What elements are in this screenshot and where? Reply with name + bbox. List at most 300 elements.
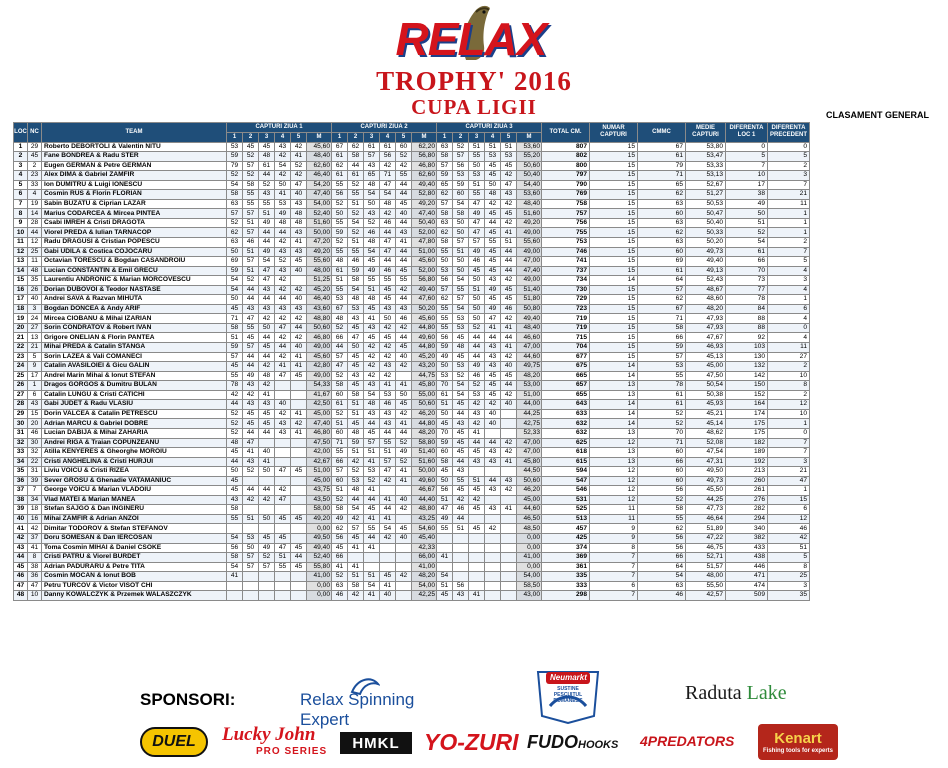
capture-cell: 59	[348, 266, 364, 276]
team-name-cell: Eugen GERMAN & Petre GERMAN	[42, 161, 227, 171]
capture-cell: 45	[227, 362, 243, 372]
capture-cell: 49	[259, 543, 275, 553]
stat-cell: 4	[768, 333, 810, 343]
rank-cell: 35	[14, 467, 28, 477]
capture-cell	[291, 495, 307, 505]
stat-cell: 3	[768, 457, 810, 467]
average-cell: 53,00	[517, 381, 542, 391]
rank-cell: 13	[14, 257, 28, 267]
capture-cell	[259, 438, 275, 448]
nc-cell: 19	[28, 199, 42, 209]
capture-cell: 45	[469, 486, 485, 496]
capture-cell: 45	[259, 409, 275, 419]
capture-cell: 51	[348, 238, 364, 248]
capture-cell: 66	[332, 333, 348, 343]
capture-cell	[396, 543, 412, 553]
stat-cell: 14	[590, 419, 638, 429]
stat-cell: 55,50	[686, 581, 726, 591]
capture-cell: 45	[348, 323, 364, 333]
capture-cell: 56	[437, 486, 453, 496]
team-name-cell: Sabin BUZATU & Ciprian LAZAR	[42, 199, 227, 209]
stat-cell: 66	[638, 457, 686, 467]
stat-cell: 174	[726, 409, 768, 419]
stat-cell: 2	[768, 161, 810, 171]
capture-cell: 40	[259, 448, 275, 458]
capture-cell: 43	[243, 400, 259, 410]
stat-cell: 298	[542, 591, 590, 601]
capture-cell: 42	[501, 199, 517, 209]
stat-cell: 1	[768, 486, 810, 496]
capture-cell: 51	[453, 247, 469, 257]
average-cell: 62,60	[412, 171, 437, 181]
average-cell: 44,75	[412, 371, 437, 381]
capture-cell: 45	[485, 228, 501, 238]
stat-cell: 213	[726, 467, 768, 477]
average-cell: 42,75	[517, 419, 542, 429]
capture-cell: 55	[437, 323, 453, 333]
average-cell: 49,75	[517, 362, 542, 372]
capture-cell: 41	[291, 152, 307, 162]
average-cell: 46,40	[307, 295, 332, 305]
capture-cell: 53	[469, 171, 485, 181]
capture-cell: 42	[396, 285, 412, 295]
capture-cell: 63	[332, 581, 348, 591]
capture-cell	[380, 543, 396, 553]
capture-cell: 41	[380, 495, 396, 505]
capture-cell: 43	[485, 362, 501, 372]
stat-cell: 5	[768, 152, 810, 162]
capture-cell: 57	[259, 562, 275, 572]
header-day3-col-4: 4	[485, 132, 501, 142]
team-name-cell: Danny KOWALCZYK & Przemek WALASZCZYK	[42, 591, 227, 601]
rank-cell: 12	[14, 247, 28, 257]
nc-cell: 42	[28, 524, 42, 534]
nc-cell: 29	[28, 142, 42, 152]
capture-cell: 70	[437, 428, 453, 438]
average-cell: 58,80	[412, 438, 437, 448]
average-cell: 49,60	[412, 333, 437, 343]
table-row	[14, 295, 810, 305]
stat-cell: 49,73	[686, 476, 726, 486]
average-cell: 50,80	[517, 304, 542, 314]
average-cell: 46,80	[412, 161, 437, 171]
capture-cell: 44	[469, 438, 485, 448]
stat-cell: 374	[542, 543, 590, 553]
team-name-cell: Mircea CIOBANU & Mihai IZARIAN	[42, 314, 227, 324]
capture-cell: 48	[291, 209, 307, 219]
capture-cell: 43	[364, 323, 380, 333]
capture-cell: 58	[437, 238, 453, 248]
capture-cell: 50	[453, 257, 469, 267]
rank-cell: 14	[14, 266, 28, 276]
average-cell: 54,00	[517, 572, 542, 582]
average-cell: 44,80	[412, 419, 437, 429]
rank-cell: 46	[14, 572, 28, 582]
stat-cell: 14	[590, 362, 638, 372]
average-cell: 51,60	[517, 209, 542, 219]
capture-cell: 42	[275, 409, 291, 419]
capture-cell: 45	[396, 343, 412, 353]
table-row	[14, 409, 810, 419]
capture-cell: 59	[348, 438, 364, 448]
average-cell: 55,20	[517, 152, 542, 162]
stat-cell: 2	[768, 362, 810, 372]
capture-cell: 47	[437, 505, 453, 515]
capture-cell: 44	[396, 190, 412, 200]
stat-cell: 15	[590, 190, 638, 200]
stat-cell: 618	[542, 448, 590, 458]
capture-cell: 56	[453, 161, 469, 171]
stat-cell: 15	[590, 238, 638, 248]
average-cell: 52,80	[412, 190, 437, 200]
nc-cell: 12	[28, 238, 42, 248]
capture-cell: 63	[437, 142, 453, 152]
capture-cell: 41	[275, 362, 291, 372]
stat-cell: 294	[726, 514, 768, 524]
capture-cell: 54	[348, 505, 364, 515]
rank-cell: 26	[14, 381, 28, 391]
stat-cell: 11	[768, 199, 810, 209]
capture-cell: 45	[332, 543, 348, 553]
team-name-cell: Mihai PREDA & Catalin STANGA	[42, 343, 227, 353]
stat-cell: 47	[768, 476, 810, 486]
stat-cell: 49	[726, 199, 768, 209]
capture-cell: 41	[396, 419, 412, 429]
header-day3: CAPTURI ZIUA 3	[437, 123, 542, 133]
nc-cell: 39	[28, 476, 42, 486]
average-cell: 49,20	[517, 218, 542, 228]
sponsor-fudo-logo	[527, 732, 631, 756]
capture-cell	[501, 467, 517, 477]
capture-cell: 57	[243, 343, 259, 353]
capture-cell	[485, 581, 501, 591]
capture-cell: 44	[243, 362, 259, 372]
capture-cell: 45	[453, 400, 469, 410]
capture-cell	[275, 438, 291, 448]
sponsor-luckyjohn-text: Lucky John	[222, 724, 316, 745]
capture-cell: 61	[332, 400, 348, 410]
capture-cell: 43	[259, 190, 275, 200]
nc-cell: 16	[28, 514, 42, 524]
stat-cell: 56	[638, 486, 686, 496]
capture-cell	[469, 572, 485, 582]
capture-cell	[380, 562, 396, 572]
rank-cell: 28	[14, 400, 28, 410]
capture-cell: 52	[259, 553, 275, 563]
capture-cell: 55	[396, 276, 412, 286]
stat-cell: 6	[768, 505, 810, 515]
average-cell: 48,40	[517, 199, 542, 209]
stat-cell: 49,13	[686, 266, 726, 276]
sponsor-neumarkt-name: Neumarkt	[550, 673, 587, 682]
stat-cell: 52	[726, 228, 768, 238]
capture-cell: 42	[259, 362, 275, 372]
table-row	[14, 562, 810, 572]
rank-cell: 15	[14, 276, 28, 286]
capture-cell: 44	[364, 495, 380, 505]
capture-cell: 50	[396, 390, 412, 400]
capture-cell: 44	[291, 323, 307, 333]
table-row	[14, 257, 810, 267]
capture-cell: 54	[227, 180, 243, 190]
capture-cell: 43	[364, 409, 380, 419]
stat-cell: 633	[542, 409, 590, 419]
capture-cell: 52	[332, 409, 348, 419]
capture-cell: 42	[380, 352, 396, 362]
stat-cell: 3	[768, 276, 810, 286]
table-row	[14, 543, 810, 553]
capture-cell: 45	[485, 381, 501, 391]
capture-cell	[437, 562, 453, 572]
capture-cell: 51	[453, 524, 469, 534]
stat-cell: 61	[638, 266, 686, 276]
capture-cell: 43	[396, 304, 412, 314]
team-name-cell: Cristi PATRU & Viorel BURDET	[42, 553, 227, 563]
header-day2-col-6: M	[412, 132, 437, 142]
average-cell: 56,80	[412, 152, 437, 162]
capture-cell: 44	[364, 533, 380, 543]
rank-cell: 42	[14, 533, 28, 543]
capture-cell	[259, 476, 275, 486]
capture-cell: 49	[332, 514, 348, 524]
capture-cell: 45	[259, 533, 275, 543]
team-name-cell: Octavian TORESCU & Bogdan CASANDROIU	[42, 257, 227, 267]
team-name-cell: Lucian CONSTANTIN & Emil GRECU	[42, 266, 227, 276]
capture-cell: 57	[364, 152, 380, 162]
average-cell: 46,67	[412, 486, 437, 496]
average-cell: 54,60	[412, 524, 437, 534]
stat-cell: 6	[768, 304, 810, 314]
average-cell: 49,00	[307, 343, 332, 353]
capture-cell: 52	[291, 161, 307, 171]
team-name-cell: Cosmin RUS & Florin FLORIAN	[42, 190, 227, 200]
capture-cell: 43	[348, 371, 364, 381]
capture-cell: 40	[396, 533, 412, 543]
capture-cell: 45	[243, 142, 259, 152]
header-total: TOTAL CM.	[542, 123, 590, 143]
capture-cell: 53	[243, 533, 259, 543]
capture-cell: 44	[291, 553, 307, 563]
capture-cell: 57	[243, 209, 259, 219]
capture-cell: 47	[380, 180, 396, 190]
stat-cell: 715	[542, 333, 590, 343]
capture-cell: 58	[227, 190, 243, 200]
capture-cell	[485, 533, 501, 543]
capture-cell	[243, 476, 259, 486]
average-cell: 43,00	[517, 591, 542, 601]
capture-cell: 52	[243, 467, 259, 477]
table-row	[14, 266, 810, 276]
capture-cell: 71	[332, 438, 348, 448]
capture-cell	[485, 553, 501, 563]
capture-cell: 41	[364, 486, 380, 496]
capture-cell: 70	[437, 381, 453, 391]
stat-cell: 4	[768, 314, 810, 324]
capture-cell	[275, 505, 291, 515]
capture-cell: 59	[332, 228, 348, 238]
nc-cell: 37	[28, 533, 42, 543]
stat-cell: 54	[638, 572, 686, 582]
average-cell: 51,00	[307, 467, 332, 477]
stat-cell: 282	[726, 505, 768, 515]
capture-cell: 50	[259, 323, 275, 333]
capture-cell	[291, 581, 307, 591]
stat-cell: 48,62	[686, 428, 726, 438]
capture-cell: 50	[364, 199, 380, 209]
capture-cell: 52	[332, 199, 348, 209]
team-name-cell: Dragos GORGOS & Dumitru BULAN	[42, 381, 227, 391]
average-cell: 41,00	[517, 553, 542, 563]
capture-cell: 42	[275, 314, 291, 324]
capture-cell: 43	[380, 362, 396, 372]
team-name-cell: Adrian MARCU & Gabriel DOBRE	[42, 419, 227, 429]
capture-cell: 52	[453, 371, 469, 381]
capture-cell: 41	[501, 228, 517, 238]
rank-cell: 47	[14, 581, 28, 591]
capture-cell: 44	[243, 352, 259, 362]
capture-cell: 55	[396, 171, 412, 181]
capture-cell: 42	[501, 218, 517, 228]
capture-cell: 50	[469, 276, 485, 286]
logo-text: RELAX	[395, 13, 547, 65]
table-row	[14, 199, 810, 209]
stat-cell: 60	[638, 209, 686, 219]
stat-cell: 56	[638, 533, 686, 543]
capture-cell	[485, 495, 501, 505]
capture-cell: 54	[364, 390, 380, 400]
stat-cell: 755	[542, 228, 590, 238]
capture-cell: 50	[453, 218, 469, 228]
sponsor-fudo-sub: HOOKS	[578, 739, 619, 751]
average-cell: 46,20	[412, 409, 437, 419]
table-row	[14, 438, 810, 448]
capture-cell: 45	[485, 257, 501, 267]
capture-cell	[291, 524, 307, 534]
stat-cell: 45,21	[686, 409, 726, 419]
stat-cell: 643	[542, 400, 590, 410]
stat-cell: 704	[542, 343, 590, 353]
capture-cell: 57	[453, 295, 469, 305]
capture-cell: 58	[227, 505, 243, 515]
average-cell: 58,00	[307, 505, 332, 515]
capture-cell: 48	[485, 190, 501, 200]
capture-cell: 57	[332, 352, 348, 362]
average-cell: 47,50	[307, 438, 332, 448]
sponsor-raduta-logo	[685, 680, 815, 710]
capture-cell: 44	[364, 419, 380, 429]
sponsor-luckyjohn-logo	[222, 724, 332, 762]
capture-cell: 42	[275, 238, 291, 248]
stat-cell: 15	[590, 142, 638, 152]
capture-cell: 44	[469, 333, 485, 343]
average-cell: 45,80	[517, 457, 542, 467]
average-cell: 43,75	[307, 486, 332, 496]
capture-cell: 52	[348, 209, 364, 219]
header-day3-col-6: M	[517, 132, 542, 142]
capture-cell: 54	[348, 285, 364, 295]
capture-cell: 57	[469, 238, 485, 248]
capture-cell: 48	[348, 295, 364, 305]
capture-cell: 45	[364, 257, 380, 267]
capture-cell: 45	[485, 390, 501, 400]
nc-cell: 6	[28, 390, 42, 400]
stat-cell: 734	[542, 276, 590, 286]
stat-cell: 7	[590, 572, 638, 582]
capture-cell: 41	[291, 409, 307, 419]
stat-cell: 63	[638, 238, 686, 248]
rank-cell: 29	[14, 409, 28, 419]
rank-cell: 20	[14, 323, 28, 333]
team-name-cell: Stefan SAJGO & Dan INGINERU	[42, 505, 227, 515]
average-cell: 47,20	[307, 238, 332, 248]
capture-cell: 43	[501, 476, 517, 486]
average-cell: 49,00	[307, 371, 332, 381]
team-name-cell: Catalin AVASILOIEI & Gicu GALIN	[42, 362, 227, 372]
table-row	[14, 276, 810, 286]
average-cell: 43,50	[307, 495, 332, 505]
stat-cell: 52	[638, 495, 686, 505]
stat-cell: 150	[726, 381, 768, 391]
header-medie: MEDIE CAPTURI	[686, 123, 726, 143]
stat-cell: 632	[542, 428, 590, 438]
stat-cell: 79	[638, 161, 686, 171]
capture-cell: 63	[227, 199, 243, 209]
capture-cell	[485, 543, 501, 553]
stat-cell: 382	[726, 533, 768, 543]
capture-cell: 57	[243, 257, 259, 267]
capture-cell: 45	[364, 304, 380, 314]
capture-cell: 51	[243, 247, 259, 257]
stat-cell: 88	[726, 314, 768, 324]
nc-cell: 48	[28, 266, 42, 276]
capture-cell: 52	[243, 171, 259, 181]
capture-cell	[501, 419, 517, 429]
capture-cell: 45	[364, 333, 380, 343]
nc-cell: 25	[28, 247, 42, 257]
average-cell: 54,40	[517, 180, 542, 190]
capture-cell: 50	[437, 409, 453, 419]
nc-cell: 26	[28, 285, 42, 295]
capture-cell: 52	[453, 142, 469, 152]
capture-cell	[291, 476, 307, 486]
capture-cell: 61	[380, 142, 396, 152]
stat-cell: 47,31	[686, 457, 726, 467]
average-cell: 55,00	[412, 390, 437, 400]
average-cell: 46,80	[307, 428, 332, 438]
stat-cell: 46,64	[686, 514, 726, 524]
capture-cell: 57	[243, 161, 259, 171]
capture-cell: 41	[364, 591, 380, 601]
stat-cell: 182	[726, 438, 768, 448]
capture-cell: 43	[259, 304, 275, 314]
capture-cell: 57	[227, 352, 243, 362]
capture-cell	[396, 553, 412, 563]
capture-cell	[485, 514, 501, 524]
stat-cell: 261	[726, 486, 768, 496]
table-row	[14, 228, 810, 238]
sponsor-hmkl-text: HMKL	[352, 735, 400, 752]
average-cell: 0,00	[307, 591, 332, 601]
capture-cell: 44	[259, 295, 275, 305]
stat-cell: 7	[726, 161, 768, 171]
stat-cell: 78	[726, 295, 768, 305]
stat-cell: 78	[638, 381, 686, 391]
sponsor-kenart-text: Kenart	[774, 730, 822, 747]
capture-cell: 41	[259, 390, 275, 400]
capture-cell: 42	[291, 142, 307, 152]
rank-cell: 8	[14, 209, 28, 219]
stat-cell: 15	[590, 180, 638, 190]
